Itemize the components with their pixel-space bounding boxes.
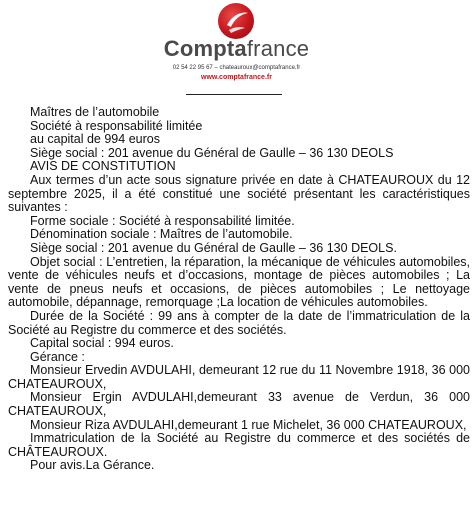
company-name: Maîtres de l’automobile: [30, 105, 160, 119]
notice-paragraph: Durée de la Société : 99 ans à compter de la date de l’immatriculation de la Société au Registre du commerce et des sociétés.: [8, 308, 470, 337]
website-link[interactable]: www.comptafrance.fr: [201, 74, 272, 81]
brand-name-light: france: [246, 36, 310, 61]
notice-paragraph: Immatriculation de la Société au Registre du commerce et des sociétés de CHÂTEAUROUX.: [8, 431, 470, 459]
legal-notice: [8, 106, 470, 473]
notice-paragraph: Forme sociale : Société à responsabilité limitée.: [30, 213, 295, 228]
header: [0, 0, 473, 100]
notice-paragraph: Monsieur Ervedin AVDULAHI, demeurant 12 rue du 11 Novembre 1918, 36 000 CHATEAUROUX,: [8, 363, 470, 391]
notice-signature: Pour avis.La Gérance.: [30, 458, 155, 473]
notice-paragraph: Capital social : 994 euros.: [30, 336, 174, 351]
brand-name-bold: Compta: [163, 36, 247, 61]
notice-paragraph: Gérance :: [30, 349, 85, 364]
notice-paragraph: Aux termes d’un acte sous signature privée en date à CHATEAUROUX du 12 septembre 2025, il a été constitué une société présentant les caractéristiques suivantes :: [8, 172, 470, 215]
notice-paragraph: Dénomination sociale : Maîtres de l’automobile.: [30, 227, 293, 242]
company-form: Société à responsabilité limitée: [30, 118, 203, 133]
notice-paragraph: Objet social : L’entretien, la réparation, la mécanique de véhicules automobiles, vente de véhicules neufs et d’occasions, montage de pièces automobiles ; La vente de pneus neufs et occasions, de pièces automobiles ; Le nettoyage automobile, dépannage, remorquage ;La location de véhicules automobiles.: [8, 254, 470, 310]
company-address: Siège social : 201 avenue du Général de Gaulle – 36 130 DEOLS: [30, 145, 394, 160]
notice-paragraph: Siège social : 201 avenue du Général de Gaulle – 36 130 DEOLS.: [30, 240, 397, 255]
brand-name: [0, 36, 473, 62]
notice-paragraph: Monsieur Riza AVDULAHI,demeurant 1 rue Michelet, 36 000 CHATEAUROUX,: [30, 417, 467, 432]
notice-title: AVIS DE CONSTITUTION: [30, 159, 176, 174]
notice-paragraph: Monsieur Ergin AVDULAHI,demeurant 33 avenue de Verdun, 36 000 CHATEAUROUX,: [8, 390, 470, 419]
contact-info: 02 54 22 95 67 – chateauroux@comptafrance.fr: [172, 65, 301, 71]
divider: [186, 94, 282, 95]
comptafrance-logo-icon: [218, 3, 254, 39]
company-capital: au capital de 994 euros: [30, 132, 160, 147]
